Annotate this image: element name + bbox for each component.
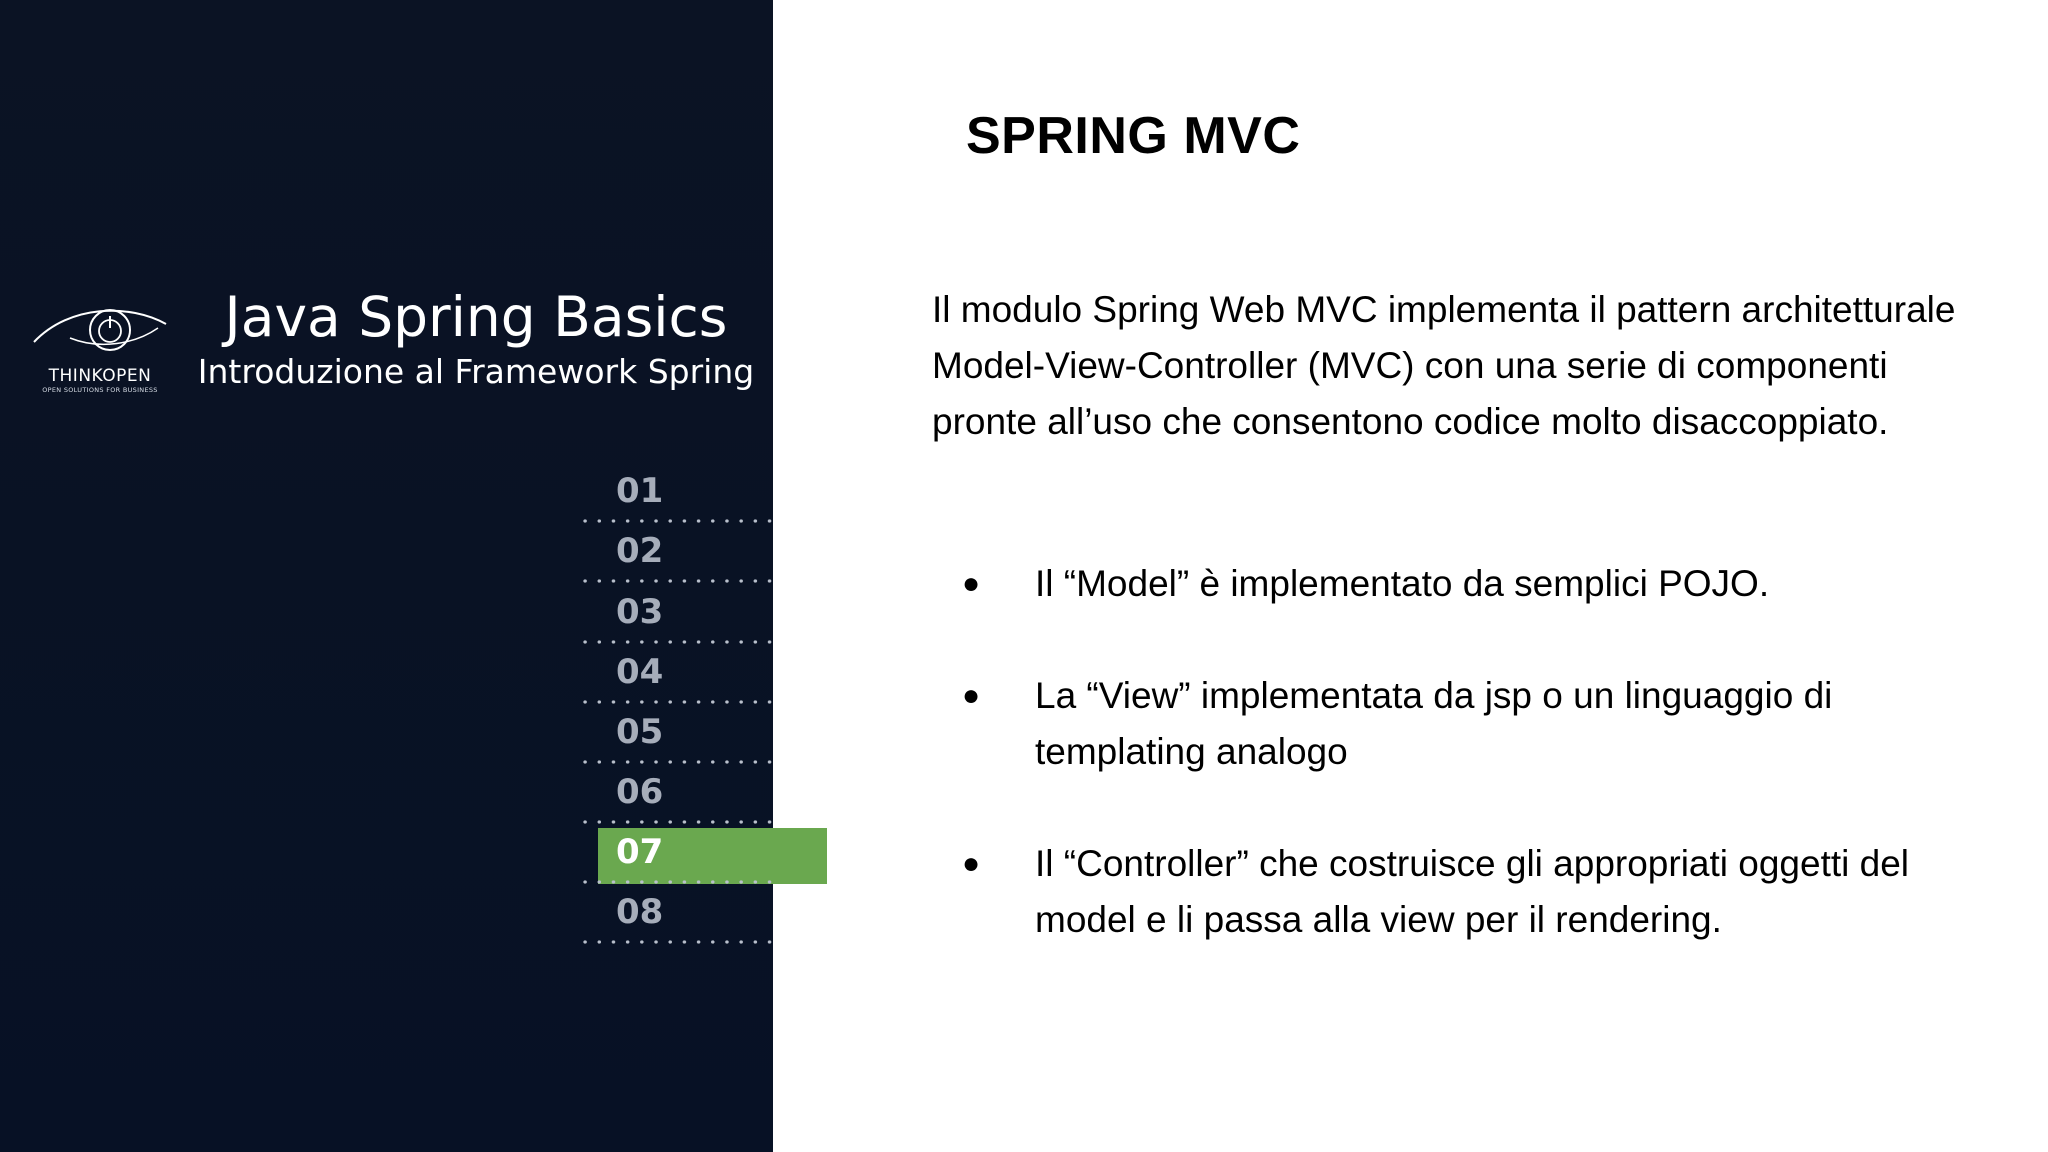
bullet-text: Il “Controller” che costruisce gli appropriati oggetti del model e li passa alla view per il rendering. [1035,843,1910,940]
bullet-dot-icon: ● [962,567,981,600]
nav-item-01[interactable] [578,463,773,523]
nav-item-08[interactable] [578,884,773,944]
nav-number: 05 [616,712,664,752]
bullet-item [932,556,1992,612]
bullet-text: La “View” implementata da jsp o un linguaggio di templating analogo [1035,675,1833,772]
thinkopen-logo [18,298,178,398]
nav-item-04[interactable] [578,644,773,704]
slide-title: SPRING MVC [966,107,1301,165]
brand-tagline: OPEN SOLUTIONS FOR BUSINESS [42,386,158,394]
dotted-divider [578,940,773,944]
course-title: Java Spring Basics [224,285,728,349]
nav-item-05[interactable] [578,704,773,764]
left-panel [0,0,773,1152]
nav-number: 01 [616,471,664,511]
bullet-item [932,668,1992,780]
nav-number: 08 [616,892,664,932]
nav-item-03[interactable] [578,584,773,644]
course-subtitle: Introduzione al Framework Spring [197,352,755,391]
nav-number: 04 [616,652,664,692]
brand-name: THINKOPEN [48,366,152,386]
nav-number: 03 [616,592,664,632]
bullet-text: Il “Model” è implementato da semplici POJO. [1035,563,1770,604]
dotted-divider [578,579,773,583]
nav-item-06[interactable] [578,764,773,824]
nav-number: 02 [616,531,664,571]
nav-item-07-active[interactable] [578,824,773,884]
nav-number: 06 [616,772,664,812]
bullet-list [932,556,1992,1004]
nav-number: 07 [616,832,664,872]
nav-item-02[interactable] [578,523,773,583]
bullet-dot-icon: ● [962,847,981,880]
dotted-divider [578,880,773,884]
bullet-item [932,836,1992,948]
intro-paragraph: Il modulo Spring Web MVC implementa il pattern architetturale Model-View-Controller (MVC) con una serie di componenti pronte all’uso che consentono codice molto disaccoppiato. [932,289,1956,442]
eye-logo-icon [30,298,170,364]
bullet-dot-icon: ● [962,679,981,712]
